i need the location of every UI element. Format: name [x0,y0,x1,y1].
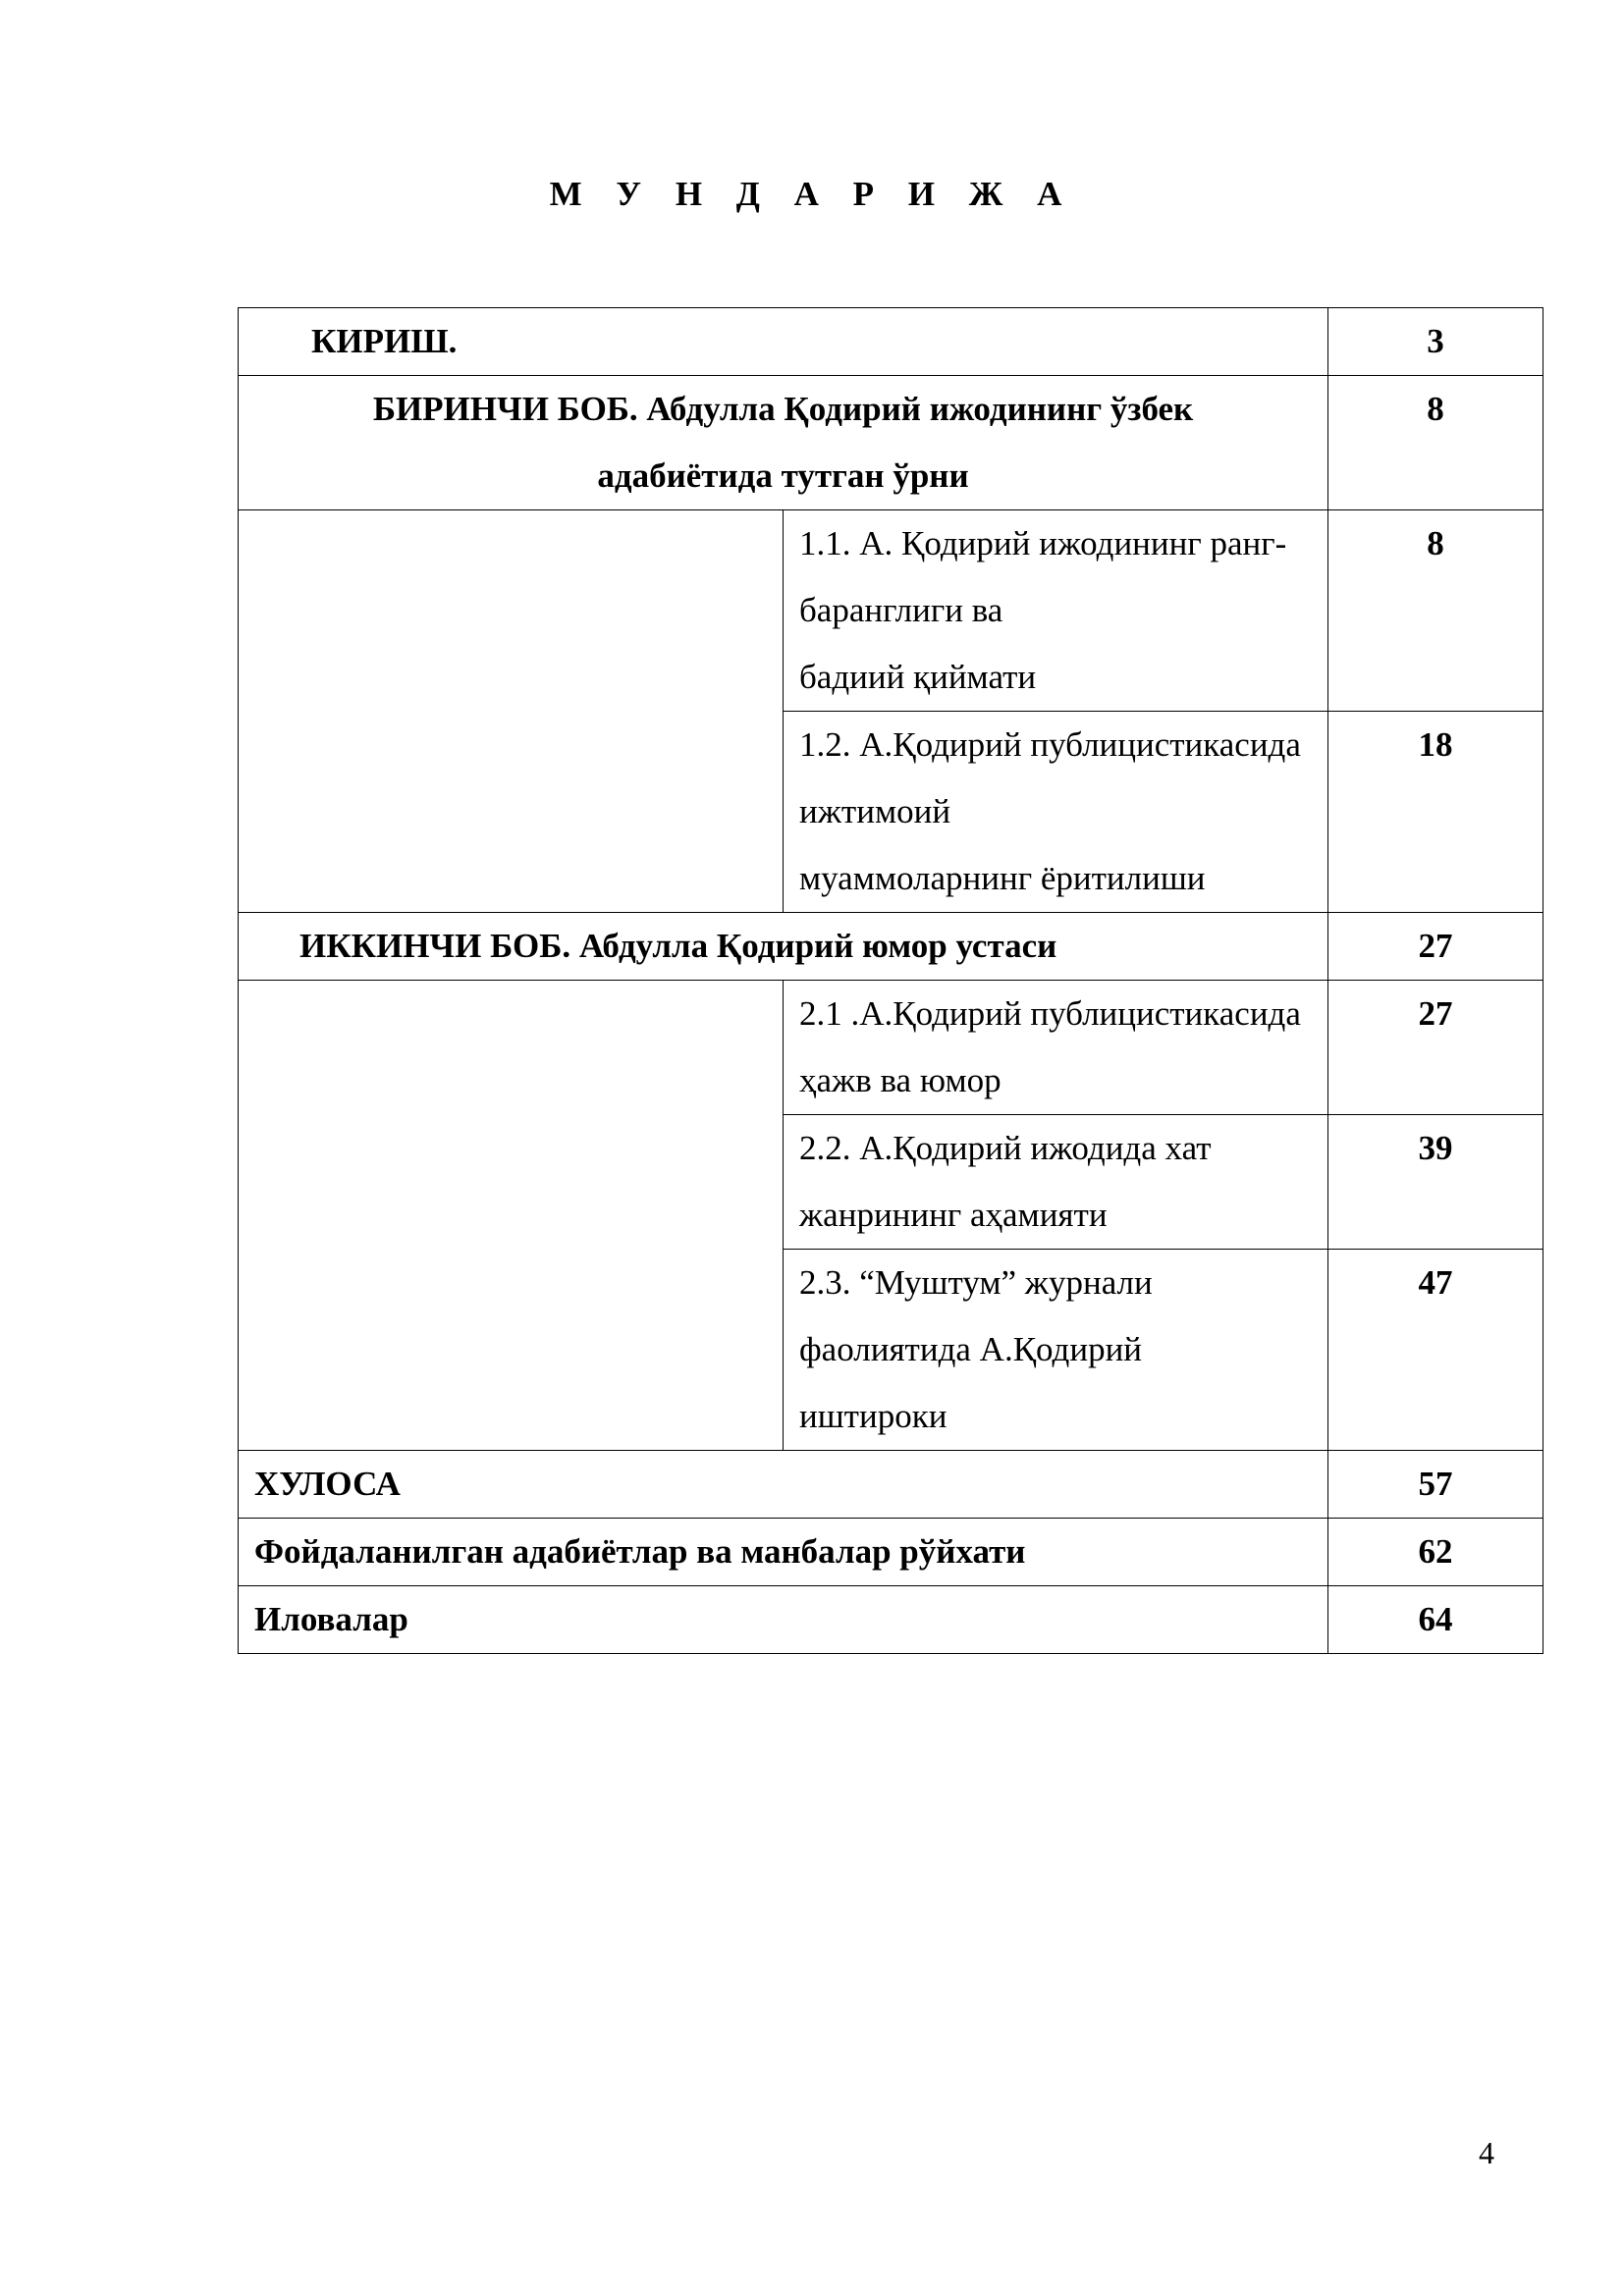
toc-intro-label: КИРИШ. [239,308,1328,376]
toc-row-intro [239,308,1543,376]
toc-chapter1-label [239,376,1328,510]
toc-chapter1-line2: адабиётида тутган ўрни [597,456,969,495]
toc-section-2-3-label [784,1250,1328,1451]
toc-chapter2-label: ИККИНЧИ БОБ. Абдулла Қодирий юмор устаси [239,913,1328,981]
toc-references-label: Фойдаланилган адабиётлар ва манбалар рўйхати [239,1519,1328,1586]
toc-row-appendices [239,1586,1543,1654]
toc-appendices-page: 64 [1328,1586,1543,1654]
toc-references-page: 62 [1328,1519,1543,1586]
toc-section-2-2-page: 39 [1328,1115,1543,1250]
toc-indent-cell [239,510,784,913]
toc-indent-cell [239,981,784,1451]
toc-row-section-1-1 [239,510,1543,712]
toc-section-2-2-label: 2.2. А.Қодирий ижодида хат жанрининг аҳамияти [784,1115,1328,1250]
document-title: М У Н Д А Р И Ж А [549,175,1075,213]
toc-row-references [239,1519,1543,1586]
toc-section-1-1-line1: 1.1. А. Қодирий ижодининг ранг-баранглиги ва [799,524,1287,629]
toc-section-2-3-line2: иштироки [799,1397,947,1435]
toc-intro-page: 3 [1328,308,1543,376]
toc-row-chapter1 [239,376,1543,510]
toc-chapter1-page: 8 [1328,376,1543,510]
toc-section-1-2-page: 18 [1328,712,1543,913]
toc-section-1-1-label [784,510,1328,712]
toc-conclusion-page: 57 [1328,1451,1543,1519]
toc-chapter1-line1: БИРИНЧИ БОБ. Абдулла Қодирий ижодининг ўзбек [372,390,1194,428]
toc-section-1-2-line1: 1.2. А.Қодирий публицистикасида ижтимоий [799,725,1301,830]
toc-section-2-1-label: 2.1 .А.Қодирий публицистикасида ҳажв ва юмор [784,981,1328,1115]
toc-section-1-2-label [784,712,1328,913]
toc-section-1-1-line2: бадиий қиймати [799,658,1037,696]
page-number: 4 [1479,2135,1494,2170]
toc-section-2-3-page: 47 [1328,1250,1543,1451]
toc-conclusion-label: ХУЛОСА [239,1451,1328,1519]
table-of-contents [238,307,1543,1654]
toc-section-1-1-page: 8 [1328,510,1543,712]
toc-section-2-1-page: 27 [1328,981,1543,1115]
toc-appendices-label: Иловалар [239,1586,1328,1654]
toc-row-conclusion [239,1451,1543,1519]
toc-section-1-2-line2: муаммоларнинг ёритилиши [799,859,1206,897]
toc-row-section-2-1 [239,981,1543,1115]
toc-section-2-3-line1: 2.3. “Муштум” журнали фаолиятида А.Қодирий [799,1263,1153,1368]
toc-chapter2-page: 27 [1328,913,1543,981]
toc-row-chapter2 [239,913,1543,981]
